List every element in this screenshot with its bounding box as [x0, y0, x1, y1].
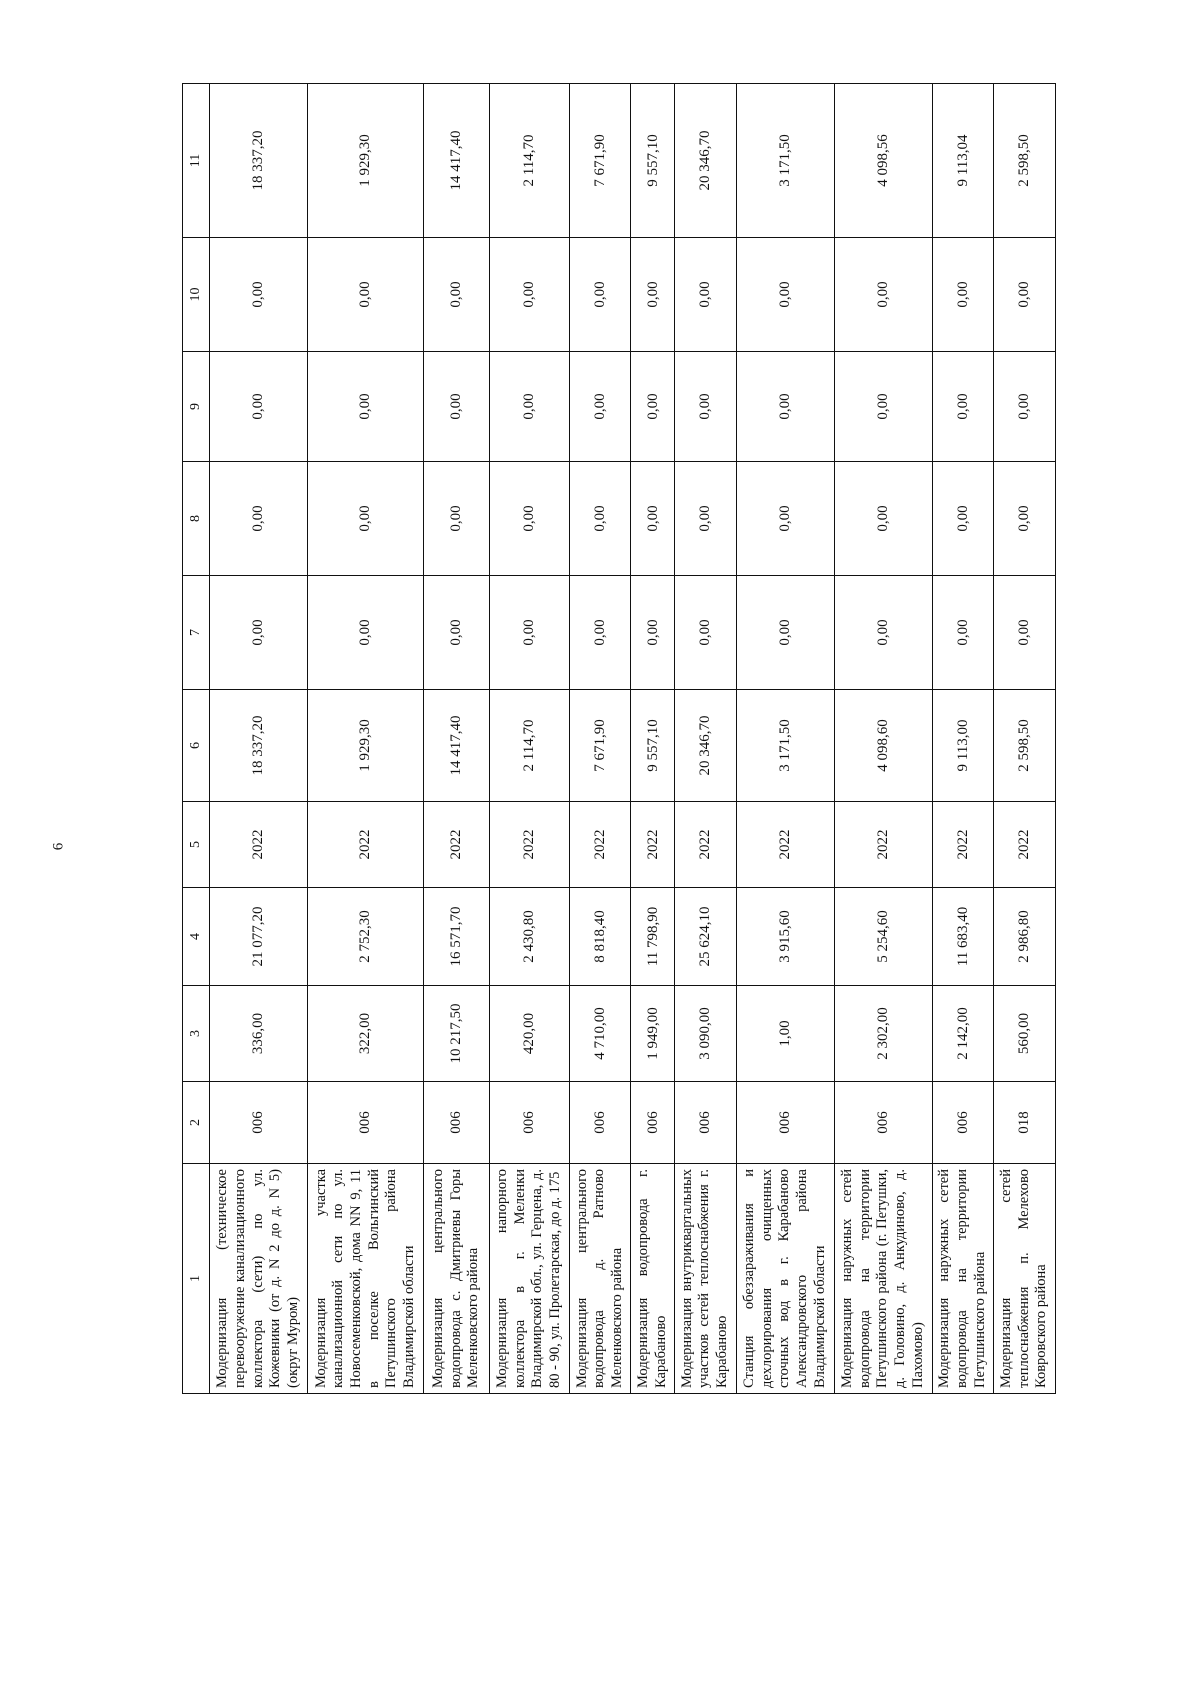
- value-cell-col-10: 0,00: [308, 238, 424, 352]
- value-cell-col-5: 2022: [674, 802, 736, 888]
- value-cell-col-3: 322,00: [308, 986, 424, 1082]
- value-cell-col-10: 0,00: [210, 238, 308, 352]
- table-row: [631, 84, 675, 1394]
- rotated-table-container: [182, 84, 1056, 1394]
- column-header-11: 11: [183, 84, 210, 238]
- value-cell-col-2: 006: [834, 1082, 932, 1164]
- value-cell-col-9: 0,00: [210, 352, 308, 462]
- value-cell-col-7: 0,00: [994, 576, 1056, 690]
- column-header-5: 5: [183, 802, 210, 888]
- table-row: [489, 84, 569, 1394]
- value-cell-col-3: 420,00: [489, 986, 569, 1082]
- value-cell-col-8: 0,00: [489, 462, 569, 576]
- column-header-2: 2: [183, 1082, 210, 1164]
- value-cell-col-9: 0,00: [424, 352, 490, 462]
- value-cell-col-6: 4 098,60: [834, 690, 932, 802]
- value-cell-col-7: 0,00: [424, 576, 490, 690]
- table-row: [736, 84, 834, 1394]
- column-header-6: 6: [183, 690, 210, 802]
- table-row: [994, 84, 1056, 1394]
- value-cell-col-4: 8 818,40: [569, 888, 631, 986]
- value-cell-col-5: 2022: [210, 802, 308, 888]
- value-cell-col-10: 0,00: [631, 238, 675, 352]
- value-cell-col-6: 2 598,50: [994, 690, 1056, 802]
- value-cell-col-8: 0,00: [308, 462, 424, 576]
- value-cell-col-3: 560,00: [994, 986, 1056, 1082]
- value-cell-col-2: 006: [489, 1082, 569, 1164]
- column-header-8: 8: [183, 462, 210, 576]
- value-cell-col-4: 11 798,90: [631, 888, 675, 986]
- value-cell-col-2: 006: [308, 1082, 424, 1164]
- value-cell-col-8: 0,00: [994, 462, 1056, 576]
- column-header-7: 7: [183, 576, 210, 690]
- value-cell-col-7: 0,00: [489, 576, 569, 690]
- column-header-9: 9: [183, 352, 210, 462]
- value-cell-col-8: 0,00: [210, 462, 308, 576]
- value-cell-col-9: 0,00: [932, 352, 994, 462]
- value-cell-col-5: 2022: [424, 802, 490, 888]
- value-cell-col-8: 0,00: [736, 462, 834, 576]
- value-cell-col-8: 0,00: [674, 462, 736, 576]
- value-cell-col-4: 3 915,60: [736, 888, 834, 986]
- value-cell-col-6: 18 337,20: [210, 690, 308, 802]
- value-cell-col-4: 11 683,40: [932, 888, 994, 986]
- value-cell-col-5: 2022: [308, 802, 424, 888]
- value-cell-col-9: 0,00: [834, 352, 932, 462]
- project-name-cell: Модернизация наружных сетей водопровода на территории Петушинского района: [932, 1164, 994, 1394]
- value-cell-col-5: 2022: [569, 802, 631, 888]
- value-cell-col-7: 0,00: [736, 576, 834, 690]
- value-cell-col-8: 0,00: [631, 462, 675, 576]
- column-header-1: 1: [183, 1164, 210, 1394]
- value-cell-col-6: 9 113,00: [932, 690, 994, 802]
- value-cell-col-4: 21 077,20: [210, 888, 308, 986]
- value-cell-col-2: 006: [569, 1082, 631, 1164]
- value-cell-col-2: 006: [932, 1082, 994, 1164]
- table-row: [210, 84, 308, 1394]
- value-cell-col-11: 20 346,70: [674, 84, 736, 238]
- column-header-4: 4: [183, 888, 210, 986]
- value-cell-col-5: 2022: [736, 802, 834, 888]
- value-cell-col-8: 0,00: [569, 462, 631, 576]
- table-row: [308, 84, 424, 1394]
- value-cell-col-11: 2 114,70: [489, 84, 569, 238]
- value-cell-col-10: 0,00: [489, 238, 569, 352]
- value-cell-col-3: 1,00: [736, 986, 834, 1082]
- project-name-cell: Модернизация наружных сетей водопровода на территории Петушинского района (г. Петушки, д. Головино, д. Анкудиново, д. Пахомово): [834, 1164, 932, 1394]
- project-name-cell: Модернизация центрального водопровода с. Дмитриевы Горы Меленковского района: [424, 1164, 490, 1394]
- value-cell-col-10: 0,00: [994, 238, 1056, 352]
- project-name-cell: Модернизация сетей теплоснабжения п. Мелехово Ковровского района: [994, 1164, 1056, 1394]
- value-cell-col-6: 3 171,50: [736, 690, 834, 802]
- value-cell-col-9: 0,00: [736, 352, 834, 462]
- value-cell-col-10: 0,00: [834, 238, 932, 352]
- value-cell-col-3: 3 090,00: [674, 986, 736, 1082]
- value-cell-col-6: 2 114,70: [489, 690, 569, 802]
- value-cell-col-11: 9 113,04: [932, 84, 994, 238]
- value-cell-col-9: 0,00: [994, 352, 1056, 462]
- value-cell-col-5: 2022: [932, 802, 994, 888]
- value-cell-col-9: 0,00: [489, 352, 569, 462]
- value-cell-col-9: 0,00: [569, 352, 631, 462]
- value-cell-col-4: 2 430,80: [489, 888, 569, 986]
- value-cell-col-9: 0,00: [631, 352, 675, 462]
- value-cell-col-6: 20 346,70: [674, 690, 736, 802]
- value-cell-col-5: 2022: [994, 802, 1056, 888]
- value-cell-col-7: 0,00: [932, 576, 994, 690]
- value-cell-col-5: 2022: [631, 802, 675, 888]
- value-cell-col-11: 18 337,20: [210, 84, 308, 238]
- value-cell-col-6: 7 671,90: [569, 690, 631, 802]
- project-name-cell: Модернизация участка канализационной сети по ул. Новосеменковской, дома NN 9, 11 в поселке Вольгинский Петушинского района Владимирской области: [308, 1164, 424, 1394]
- header-row: [183, 84, 210, 1394]
- project-name-cell: Станция обеззараживания и дехлорирования очищенных сточных вод в г. Карабаново Александровского района Владимирской области: [736, 1164, 834, 1394]
- table-row: [569, 84, 631, 1394]
- value-cell-col-7: 0,00: [834, 576, 932, 690]
- value-cell-col-10: 0,00: [424, 238, 490, 352]
- value-cell-col-11: 7 671,90: [569, 84, 631, 238]
- value-cell-col-11: 3 171,50: [736, 84, 834, 238]
- value-cell-col-11: 1 929,30: [308, 84, 424, 238]
- project-name-cell: Модернизация напорного коллектора в г. Меленки Владимирской обл., ул. Герцена, д. 80 - 90, ул. Пролетарская, до д. 175: [489, 1164, 569, 1394]
- table-row: [674, 84, 736, 1394]
- value-cell-col-10: 0,00: [736, 238, 834, 352]
- value-cell-col-9: 0,00: [674, 352, 736, 462]
- value-cell-col-3: 2 142,00: [932, 986, 994, 1082]
- value-cell-col-2: 006: [424, 1082, 490, 1164]
- value-cell-col-2: 006: [736, 1082, 834, 1164]
- value-cell-col-6: 1 929,30: [308, 690, 424, 802]
- value-cell-col-11: 14 417,40: [424, 84, 490, 238]
- value-cell-col-9: 0,00: [308, 352, 424, 462]
- value-cell-col-2: 006: [210, 1082, 308, 1164]
- value-cell-col-7: 0,00: [308, 576, 424, 690]
- table-body: [210, 84, 1056, 1394]
- value-cell-col-5: 2022: [834, 802, 932, 888]
- value-cell-col-6: 14 417,40: [424, 690, 490, 802]
- value-cell-col-5: 2022: [489, 802, 569, 888]
- value-cell-col-4: 5 254,60: [834, 888, 932, 986]
- page-number: 6: [50, 842, 67, 851]
- value-cell-col-3: 4 710,00: [569, 986, 631, 1082]
- value-cell-col-3: 10 217,50: [424, 986, 490, 1082]
- column-header-10: 10: [183, 238, 210, 352]
- value-cell-col-4: 2 986,80: [994, 888, 1056, 986]
- value-cell-col-10: 0,00: [569, 238, 631, 352]
- value-cell-col-11: 2 598,50: [994, 84, 1056, 238]
- value-cell-col-4: 25 624,10: [674, 888, 736, 986]
- value-cell-col-7: 0,00: [569, 576, 631, 690]
- value-cell-col-11: 9 557,10: [631, 84, 675, 238]
- value-cell-col-2: 006: [631, 1082, 675, 1164]
- value-cell-col-2: 018: [994, 1082, 1056, 1164]
- value-cell-col-11: 4 098,56: [834, 84, 932, 238]
- value-cell-col-2: 006: [674, 1082, 736, 1164]
- value-cell-col-6: 9 557,10: [631, 690, 675, 802]
- project-name-cell: Модернизация центрального водопровода д. Ратново Меленковского района: [569, 1164, 631, 1394]
- value-cell-col-3: 2 302,00: [834, 986, 932, 1082]
- value-cell-col-8: 0,00: [932, 462, 994, 576]
- column-header-3: 3: [183, 986, 210, 1082]
- value-cell-col-4: 16 571,70: [424, 888, 490, 986]
- data-table: [182, 83, 1056, 1394]
- project-name-cell: Модернизация внутриквартальных участков сетей теплоснабжения г. Карабаново: [674, 1164, 736, 1394]
- value-cell-col-7: 0,00: [631, 576, 675, 690]
- value-cell-col-10: 0,00: [932, 238, 994, 352]
- value-cell-col-3: 336,00: [210, 986, 308, 1082]
- project-name-cell: Модернизация водопровода г. Карабаново: [631, 1164, 675, 1394]
- table-row: [834, 84, 932, 1394]
- value-cell-col-8: 0,00: [424, 462, 490, 576]
- value-cell-col-4: 2 752,30: [308, 888, 424, 986]
- value-cell-col-8: 0,00: [834, 462, 932, 576]
- table-row: [424, 84, 490, 1394]
- value-cell-col-3: 1 949,00: [631, 986, 675, 1082]
- table-row: [932, 84, 994, 1394]
- value-cell-col-7: 0,00: [674, 576, 736, 690]
- value-cell-col-10: 0,00: [674, 238, 736, 352]
- value-cell-col-7: 0,00: [210, 576, 308, 690]
- project-name-cell: Модернизация (техническое перевооружение канализационного коллектора (сети) по ул. Кожевники (от д. N 2 до д. N 5) (округ Муром): [210, 1164, 308, 1394]
